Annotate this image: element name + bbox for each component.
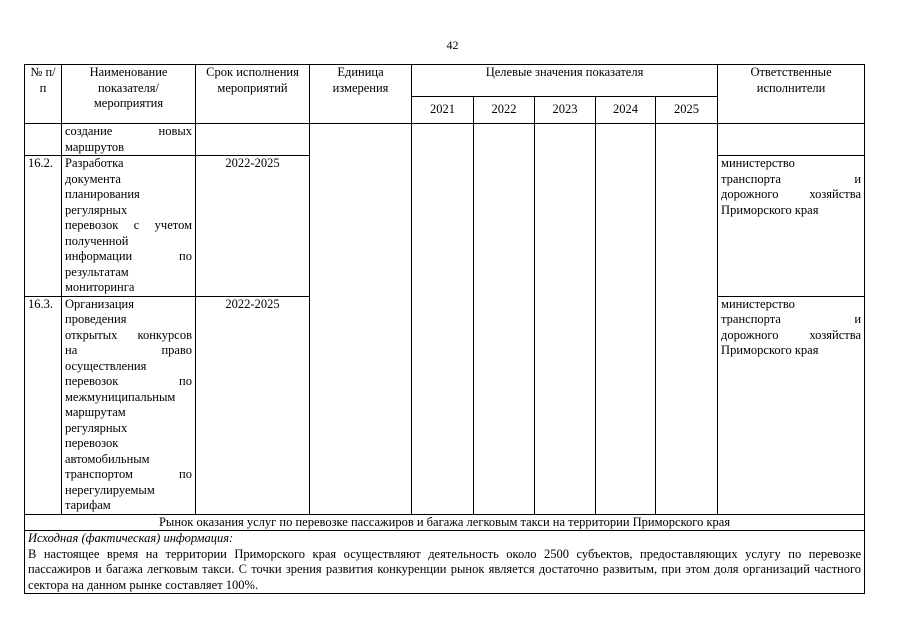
row-responsible	[718, 156, 865, 297]
row-name-line: проведения	[65, 312, 127, 326]
responsible-line: дорожного хозяйства	[721, 327, 862, 342]
header-num: № п/п	[25, 65, 62, 124]
row-term: 2022-2025	[196, 296, 310, 514]
header-year-2024: 2024	[596, 96, 656, 123]
header-term: Срок исполнения мероприятий	[196, 65, 310, 124]
responsible-line: министерство	[721, 156, 795, 170]
header-year-2021: 2021	[412, 96, 474, 123]
responsible-line: транспорта и	[721, 312, 862, 326]
row-name-line: нерегулируемым	[65, 482, 155, 497]
row-name-line: Организация	[65, 296, 134, 311]
section-title-row	[25, 514, 865, 531]
row-value-2023	[535, 124, 596, 515]
row-term	[196, 124, 310, 156]
responsible-line: Приморского края	[721, 202, 819, 217]
row-num: 16.3.	[25, 296, 62, 514]
row-name-line: регулярных	[65, 202, 128, 217]
row-value-2025	[656, 124, 718, 515]
row-value-2022	[474, 124, 535, 515]
row-name-line: документа	[65, 171, 121, 186]
row-name-line: информации по	[65, 249, 192, 263]
row-name-line: регулярных	[65, 420, 128, 435]
row-name-line: осуществления	[65, 358, 147, 373]
row-name-line: на право	[65, 343, 192, 357]
header-year-2023: 2023	[535, 96, 596, 123]
row-name-line: перевозок по	[65, 374, 192, 388]
row-value-2024	[596, 124, 656, 515]
row-name-line: открытых конкурсов	[65, 327, 192, 342]
row-name-line: межмуниципальным	[65, 389, 176, 404]
section-title: Рынок оказания услуг по перевозке пассажиров и багажа легковым такси на территории Приморского края	[25, 514, 865, 531]
row-unit-merged	[310, 124, 412, 515]
row-name-line: автомобильным	[65, 451, 150, 466]
row-num: 16.2.	[25, 156, 62, 297]
row-name-line: маршрутам	[65, 405, 126, 419]
row-name-line: результатам	[65, 264, 129, 279]
measures-table	[24, 64, 865, 594]
responsible-line: министерство	[721, 296, 795, 311]
info-row	[25, 531, 865, 594]
row-name-line: создание новых	[65, 124, 192, 138]
row-name-line: Разработка	[65, 156, 124, 170]
row-name	[62, 296, 196, 514]
header-responsible: Ответственные исполнители	[718, 65, 865, 124]
row-responsible	[718, 124, 865, 156]
page-number: 42	[446, 38, 459, 52]
row-name-line: полученной	[65, 233, 129, 248]
row-name-line: перевозок с учетом	[65, 218, 192, 232]
row-num	[25, 124, 62, 156]
info-cell	[25, 531, 865, 594]
row-name-line: тарифам	[65, 498, 111, 512]
row-term: 2022-2025	[196, 156, 310, 297]
table-row	[25, 124, 865, 156]
header-name: Наименование показателя/мероприятия	[62, 65, 196, 124]
row-name-line: мониторинга	[65, 280, 135, 294]
header-unit: Единица измерения	[310, 65, 412, 124]
responsible-line: дорожного хозяйства	[721, 187, 862, 201]
info-title: Исходная (фактическая) информация:	[28, 531, 234, 545]
row-name-line: перевозок	[65, 436, 119, 450]
row-name	[62, 156, 196, 297]
header-row	[25, 65, 865, 97]
header-year-2025: 2025	[656, 96, 718, 123]
row-name-line: маршрутов	[65, 139, 125, 154]
responsible-line: транспорта и	[721, 171, 862, 186]
responsible-line: Приморского края	[721, 343, 819, 357]
row-responsible	[718, 296, 865, 514]
info-text: В настоящее время на территории Приморского края осуществляют деятельность около 2500 субъектов, предоставляющих услугу по перевозке пассажиров и багажа легковым такси. С точки зрения развития конкуренции рынок является достаточно развитым, при этом доля организаций частного сектора на данном рынке составляет 100%.	[28, 546, 862, 592]
row-value-2021	[412, 124, 474, 515]
header-year-2022: 2022	[474, 96, 535, 123]
header-target: Целевые значения показателя	[412, 65, 718, 97]
row-name	[62, 124, 196, 156]
row-name-line: планирования	[65, 187, 140, 201]
row-name-line: транспортом по	[65, 467, 192, 481]
